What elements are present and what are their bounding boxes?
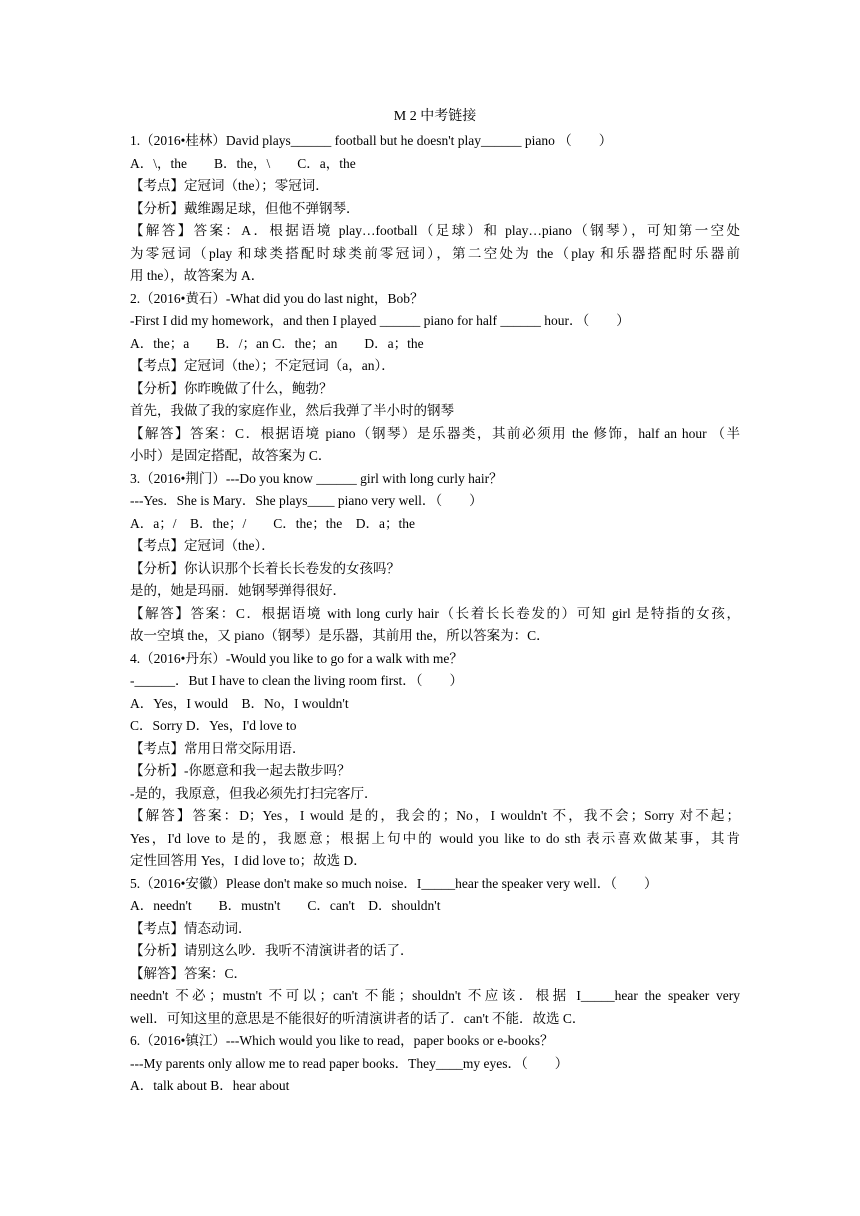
q4-point: 【考点】常用日常交际用语． [130, 740, 306, 756]
q3-point: 【考点】定冠词（the）． [130, 538, 275, 553]
q4-analysis-line-1: 【分析】-你愿意和我一起去散步吗？ [130, 763, 351, 778]
q4-options-line-1: A．Yes，I would B．No，I wouldn't [130, 695, 349, 711]
q2-analysis-line-1: 【分析】你昨晚做了什么，鲍勃？ [130, 380, 333, 396]
q2-answer-line-1: 【解答】答案：C．根据语境 piano（钢琴）是乐器类，其前必须用 the 修饰，half an hour （半 [130, 425, 740, 441]
q2-stem-line-2: -First I did my homework，and then I played ______ piano for half ______ hour．（ ） [130, 313, 630, 328]
q2-analysis-line-2: 首先，我做了我的家庭作业，然后我弹了半小时的钢琴 [130, 403, 454, 418]
q3-analysis-line-2: 是的，她是玛丽．她钢琴弹得很好． [130, 583, 346, 598]
q3-analysis-line-1: 【分析】你认识那个长着长长卷发的女孩吗？ [130, 560, 400, 576]
q3-answer-line-1: 【解答】答案：C．根据语境 with long curly hair（长着长长卷发的）可知 girl 是特指的女孩， [130, 605, 740, 621]
q1-options: A．\，the B．the，\ C．a，the [130, 155, 356, 171]
q4-answer-line-1: 【解答】答案：D；Yes，I would 是的，我会的；No，I wouldn't 不，我不会；Sorry 对不起； [130, 808, 740, 823]
q6-stem-line-2: ---My parents only allow me to read paper books．They____my eyes．（ ） [130, 1055, 569, 1071]
q5-stem: 5.（2016•安徽）Please don't make so much noise．I_____hear the speaker very well．（ ） [130, 875, 658, 891]
q2-answer-line-2: 小时）是固定搭配，故答案为 C． [130, 448, 332, 463]
q1-stem: 1.（2016•桂林）David plays______ football but he doesn't play______ piano （ ） [130, 133, 613, 148]
q5-options: A．needn't B．mustn't C．can't D．shouldn't [130, 898, 441, 913]
q4-analysis-line-2: -是的，我原意，但我必须先打扫完客厅． [130, 785, 378, 801]
q1-answer-line-3: 用 the），故答案为 A． [130, 268, 265, 283]
q5-answer-line-3: well．可知这里的意思是不能很好的听清演讲者的话了．can't 不能．故选 C． [130, 1010, 586, 1026]
q4-options-line-2: C．Sorry D．Yes，I'd love to [130, 718, 297, 733]
q2-options: A．the；a B．/；an C．the；an D．a；the [130, 335, 424, 351]
q3-stem-line-2: ---Yes．She is Mary．She plays____ piano very well．（ ） [130, 493, 483, 508]
q1-point: 【考点】定冠词（the）；零冠词． [130, 178, 329, 193]
q5-point: 【考点】情态动词． [130, 920, 252, 936]
q4-stem-line-1: 4.（2016•丹东）-Would you like to go for a walk with me？ [130, 650, 463, 666]
document-body [130, 104, 740, 1098]
q4-answer-line-2: Yes，I'd love to 是的，我愿意；根据上句中的 would you like to do sth 表示喜欢做某事，其肯 [130, 830, 740, 846]
q5-answer-line-1: 【解答】答案：C． [130, 965, 248, 981]
q3-answer-line-2: 故一空填 the，又 piano（钢琴）是乐器，其前用 the，所以答案为：C． [130, 628, 550, 643]
q5-answer-line-2: needn't 不必；mustn't 不可以；can't 不能；shouldn't 不应该．根据 I_____hear the speaker very [130, 988, 740, 1003]
q2-point: 【考点】定冠词（the）；不定冠词（a，an）． [130, 358, 395, 373]
q6-options: A．talk about B．hear about [130, 1078, 290, 1093]
q1-answer-line-2: 为零冠词（play 和球类搭配时球类前零冠词），第二空处为 the（play 和乐器搭配时乐器前 [130, 245, 740, 261]
q4-answer-line-3: 定性回答用 Yes，I did love to；故选 D． [130, 853, 367, 868]
q6-stem-line-1: 6.（2016•镇江）---Which would you like to read，paper books or e-books？ [130, 1033, 554, 1048]
q3-stem-line-1: 3.（2016•荆门）---Do you know ______ girl with long curly hair？ [130, 470, 503, 486]
q5-analysis: 【分析】请别这么吵．我听不清演讲者的话了． [130, 943, 414, 958]
q2-stem-line-1: 2.（2016•黄石）-What did you do last night，Bob？ [130, 290, 424, 306]
q1-answer-line-1: 【解答】答案：A．根据语境 play…football（足球）和 play…piano（钢琴），可知第一空处 [130, 223, 740, 238]
page-title: M 2 中考链接 [393, 109, 477, 124]
q1-analysis: 【分析】戴维踢足球，但他不弹钢琴． [130, 200, 360, 216]
q4-stem-line-2: -______．But I have to clean the living room first．（ ） [130, 673, 463, 688]
q3-options: A．a；/ B．the；/ C．the；the D．a；the [130, 515, 415, 531]
